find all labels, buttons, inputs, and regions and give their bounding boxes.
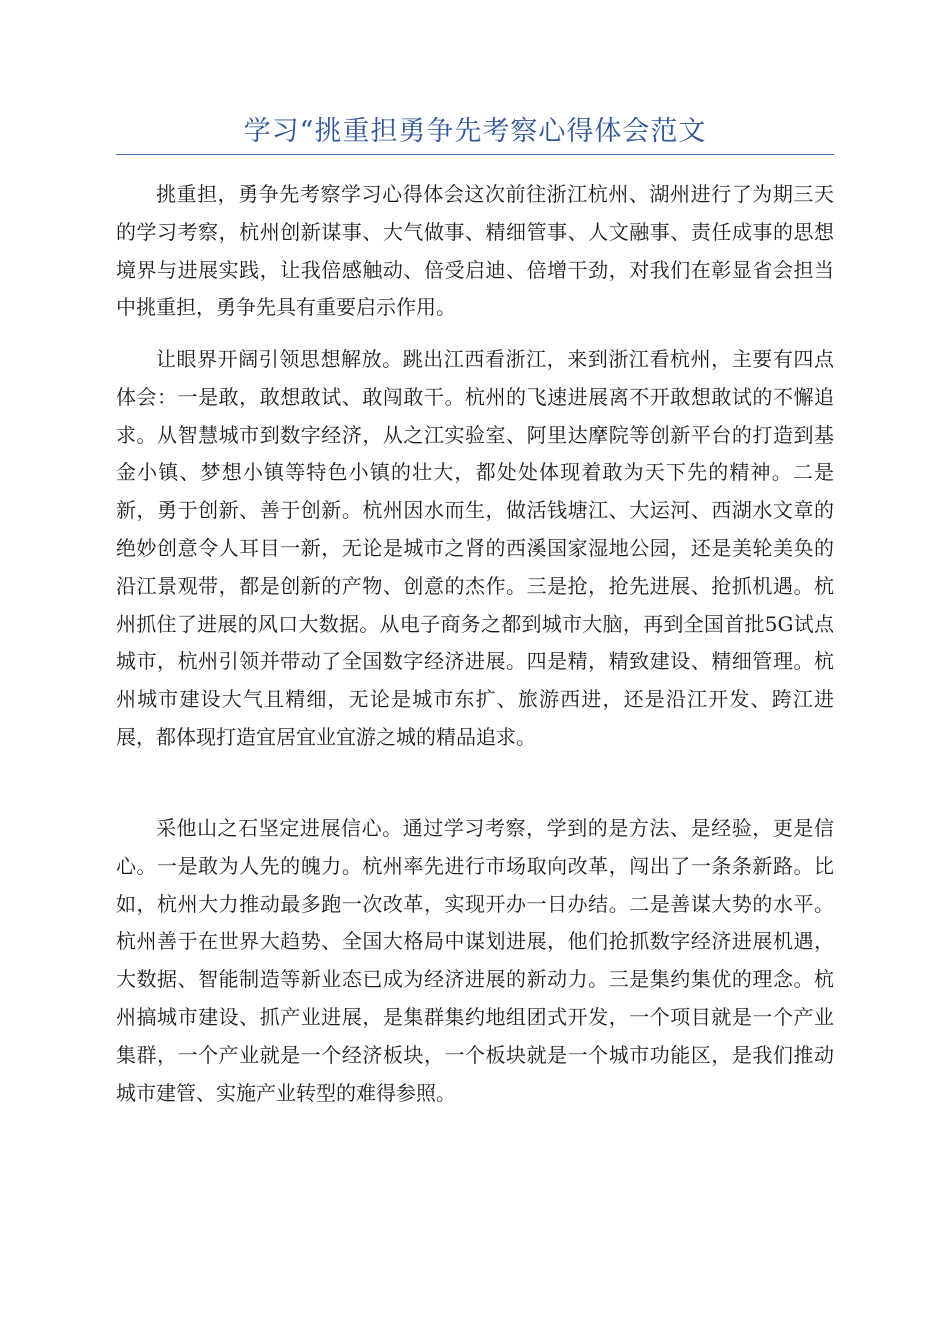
- document-title: 学习“挑重担勇争先考察心得体会范文: [243, 116, 707, 147]
- title-underline-divider: [116, 154, 834, 155]
- body-paragraph-1: 挑重担，勇争先考察学习心得体会这次前往浙江杭州、湖州进行了为期三天的学习考察，杭州创新谋事、大气做事、精细管事、人文融事、责任成事的思想境界与进展实践，让我倍感触动、倍受启迪、倍增干劲，对我们在彰显省会担当中挑重担，勇争先具有重要启示作用。: [116, 182, 834, 320]
- body-paragraph-3: 采他山之石坚定进展信心。通过学习考察，学到的是方法、是经验，更是信心。一是敢为人先的魄力。杭州率先进行市场取向改革，闯出了一条条新路。比如，杭州大力推动最多跑一次改革，实现开办一日办结。二是善谋大势的水平。杭州善于在世界大趋势、全国大格局中谋划进展，他们抢抓数字经济进展机遇，大数据、智能制造等新业态已成为经济进展的新动力。三是集约集优的理念。杭州搞城市建设、抓产业进展，是集群集约地组团式开发，一个项目就是一个产业集群，一个产业就是一个经济板块，一个板块就是一个城市功能区，是我们推动城市建管、实施产业转型的难得参照。: [116, 816, 834, 1105]
- body-paragraph-2: 让眼界开阔引领思想解放。跳出江西看浙江，来到浙江看杭州，主要有四点体会：一是敢，敢想敢试、敢闯敢干。杭州的飞速进展离不开敢想敢试的不懈追求。从智慧城市到数字经济，从之江实验室、阿里达摩院等创新平台的打造到基金小镇、梦想小镇等特色小镇的壮大，都处处体现着敢为天下先的精神。二是新，勇于创新、善于创新。杭州因水而生，做活钱塘江、大运河、西湖水文章的绝妙创意令人耳目一新，无论是城市之肾的西溪国家湿地公园，还是美轮美奂的沿江景观带，都是创新的产物、创意的杰作。三是抢，抢先进展、抢抓机遇。杭州抓住了进展的风口大数据。从电子商务之都到城市大脑，再到全国首批5G试点城市，杭州引领并带动了全国数字经济进展。四是精，精致建设、精细管理。杭州城市建设大气且精细，无论是城市东扩、旅游西进，还是沿江开发、跨江进展，都体现打造宜居宜业宜游之城的精品追求。: [116, 347, 834, 749]
